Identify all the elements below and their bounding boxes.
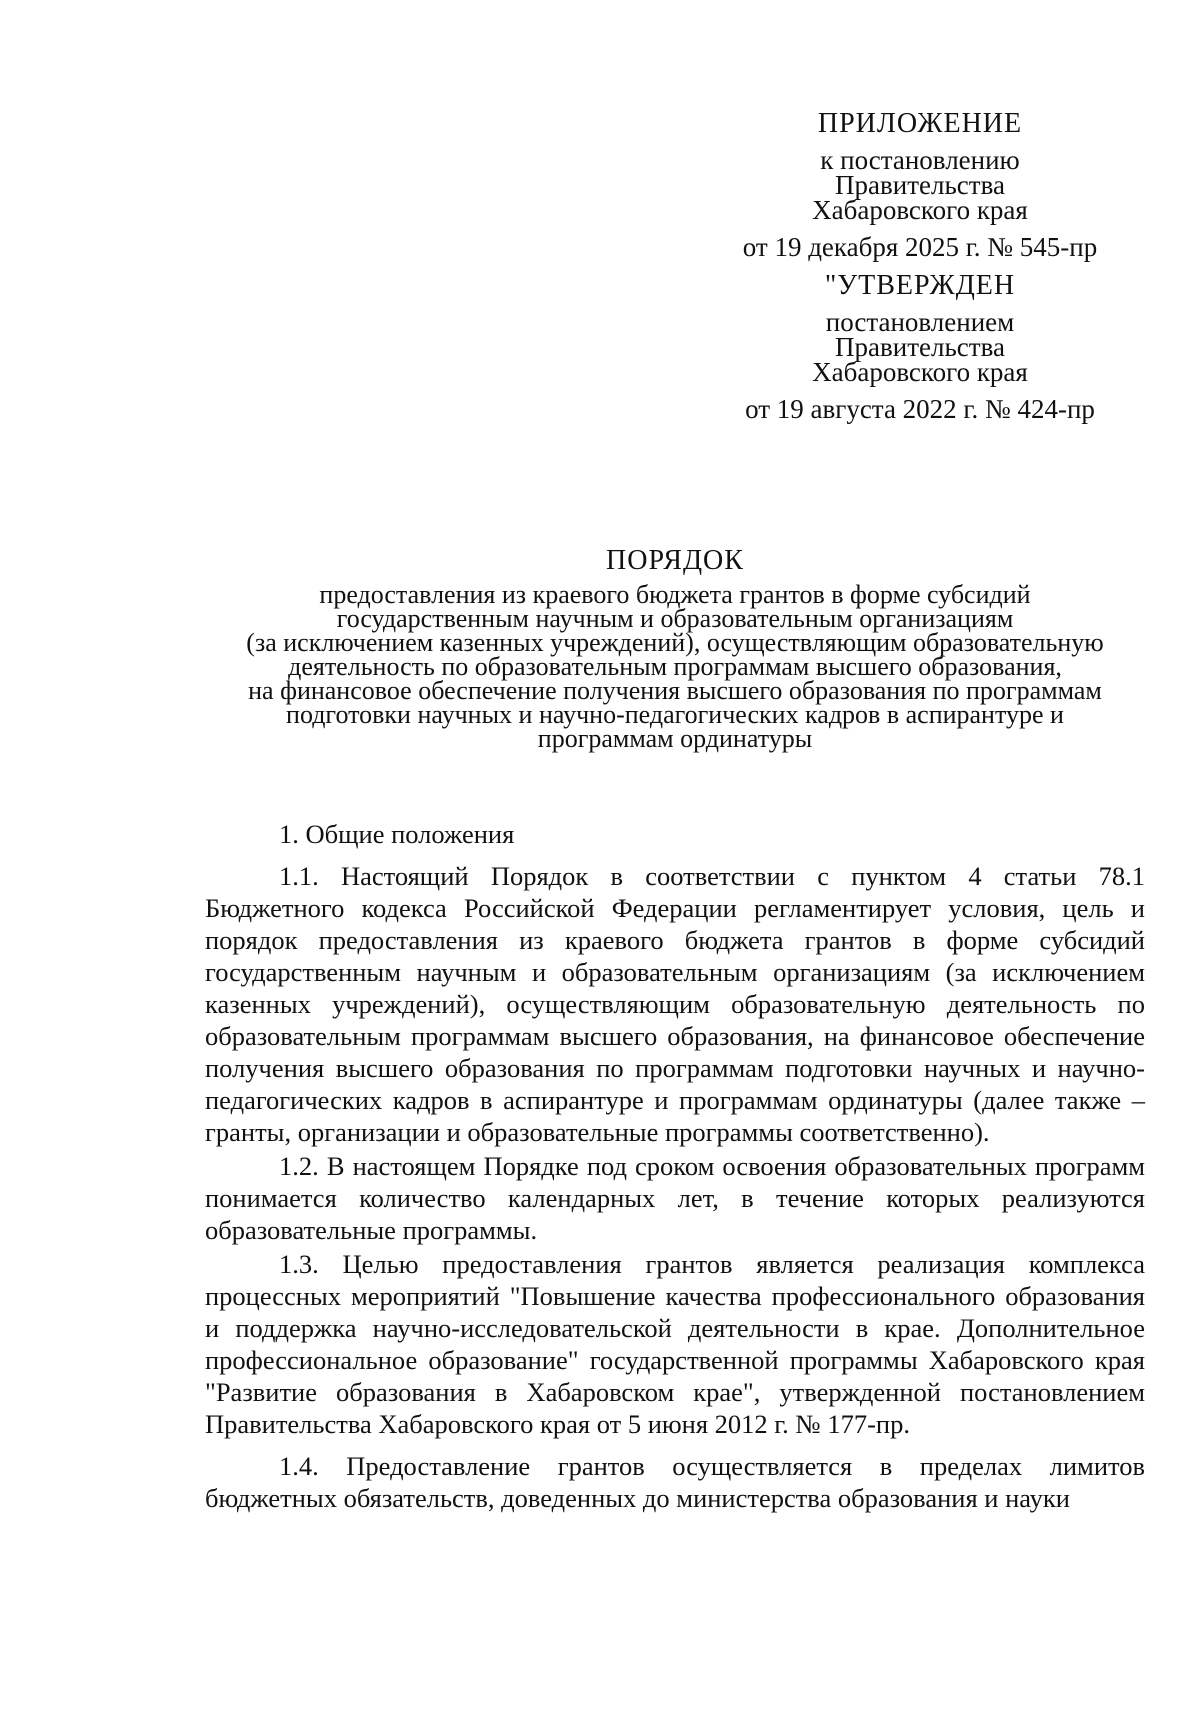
- document-title-block: [200, 545, 1150, 751]
- paragraph-1-3: 1.3. Целью предоставления грантов является реализация комплекса процессных мероприятий "Повышение качества профессионального образования и поддержка научно-исследовательской деятельности в крае. Дополнительное профессиональное образование" государственной программы Хабаровского края "Развитие образования в Хабаровском крае", утвержденной постановлением Правительства Хабаровского края от 5 июня 2012 г. № 177-пр.: [205, 1249, 1145, 1439]
- approved-block: [700, 270, 1140, 422]
- appendix-block: [700, 108, 1140, 260]
- document-body: [205, 818, 1145, 1516]
- approved-line: Хабаровского края: [812, 357, 1028, 387]
- subtitle-line: (за исключением казенных учреждений), осуществляющим образовательную: [246, 628, 1104, 657]
- appendix-line: Правительства: [835, 170, 1005, 200]
- subtitle-line: подготовки научных и научно-педагогических кадров в аспирантуре и: [286, 700, 1064, 729]
- subtitle-line: предоставления из краевого бюджета грантов в форме субсидий: [319, 580, 1031, 609]
- appendix-heading: ПРИЛОЖЕНИЕ: [817, 108, 1023, 139]
- approved-heading: "УТВЕРЖДЕН: [824, 270, 1016, 301]
- paragraph-1-1: 1.1. Настоящий Порядок в соответствии с пунктом 4 статьи 78.1 Бюджетного кодекса Российской Федерации регламентирует условия, цель и порядок предоставления из краевого бюджета грантов в форме субсидий государственным научным и образовательным организациям (за исключением казенных учреждений), осуществляющим образовательную деятельность по образовательным программам высшего образования, на финансовое обеспечение получения высшего образования по программам подготовки научных и научно-педагогических кадров в аспирантуре и программам ординатуры (далее также – гранты, организации и образовательные программы соответственно).: [205, 861, 1145, 1147]
- document-title: ПОРЯДОК: [606, 545, 744, 576]
- subtitle-line: деятельность по образовательным программам высшего образования,: [288, 652, 1062, 681]
- approved-line: постановлением: [825, 307, 1015, 337]
- appendix-date-number: от 19 декабря 2025 г. № 545-пр: [742, 232, 1098, 262]
- subtitle-line: на финансовое обеспечение получения высшего образования по программам: [248, 676, 1102, 705]
- approved-date-number: от 19 августа 2022 г. № 424-пр: [745, 394, 1095, 424]
- appendix-line: к постановлению: [820, 145, 1020, 175]
- appendix-line: Хабаровского края: [812, 195, 1028, 225]
- paragraph-1-2: 1.2. В настоящем Порядке под сроком освоения образовательных программ понимается количество календарных лет, в течение которых реализуются образовательные программы.: [205, 1151, 1145, 1245]
- approved-line: Правительства: [835, 332, 1005, 362]
- section-heading: 1. Общие положения: [279, 819, 515, 849]
- subtitle-line: программам ординатуры: [537, 724, 813, 753]
- subtitle-line: государственным научным и образовательным организациям: [336, 604, 1014, 633]
- paragraph-1-4: 1.4. Предоставление грантов осуществляется в пределах лимитов бюджетных обязательств, доведенных до министерства образования и науки: [205, 1451, 1145, 1513]
